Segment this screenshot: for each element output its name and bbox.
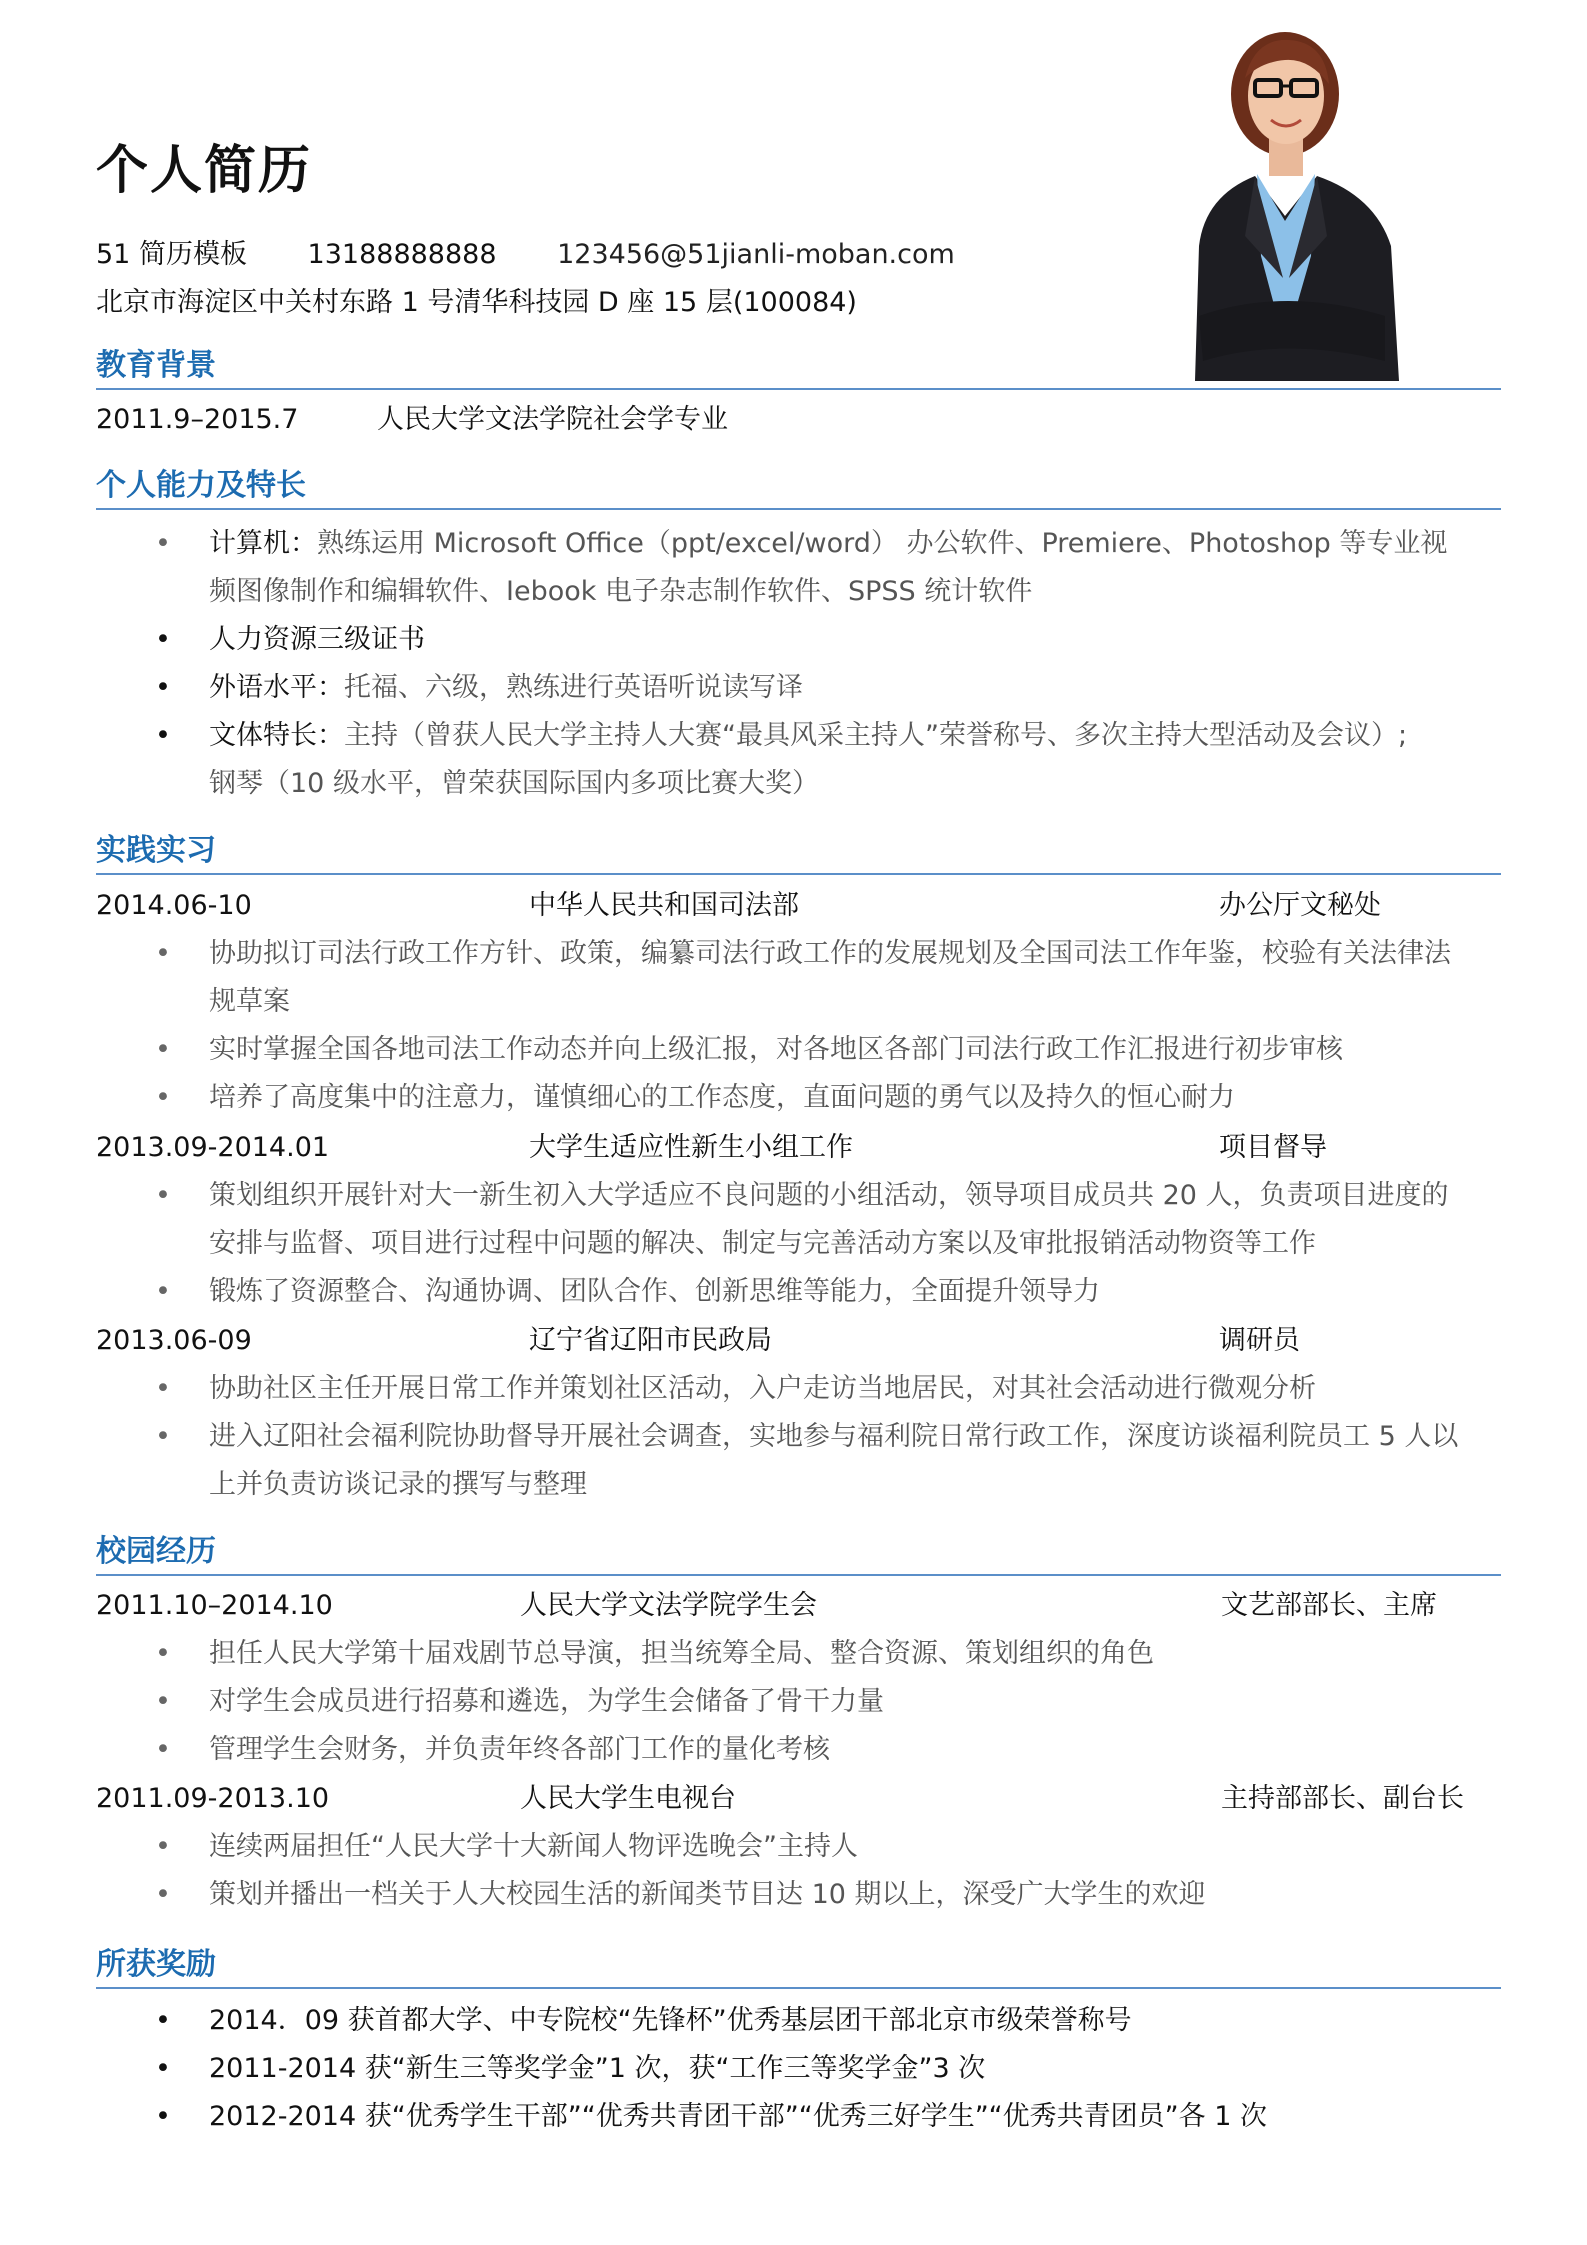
practice-entry-header xyxy=(96,884,1501,928)
section-campus xyxy=(96,1532,1501,1576)
skill-item: • 文体特长：主持（曾获人民大学主持人大赛“最具风采主持人”荣誉称号、多次主持大型活动及会议）; 钢琴（10 级水平，曾荣获国际国内多项比赛大奖） xyxy=(155,720,1408,799)
entry-period: 2014.06-10 xyxy=(96,890,252,921)
skill-text-cont: 频图像制作和编辑软件、Iebook 电子杂志制作软件、SPSS 统计软件 xyxy=(209,576,1033,607)
bullet-text: 协助社区主任开展日常工作并策划社区活动，入户走访当地居民，对其社会活动进行微观分析 xyxy=(209,1373,1316,1404)
skill-text: 主持（曾获人民大学主持人大赛“最具风采主持人”荣誉称号、多次主持大型活动及会议）; xyxy=(344,720,1408,751)
bullet-text-cont: 安排与监督、项目进行过程中问题的解决、制定与完善活动方案以及审批报销活动物资等工作 xyxy=(209,1228,1316,1259)
award-text: 2011-2014 获“新生三等奖学金”1 次，获“工作三等奖学金”3 次 xyxy=(209,2053,986,2084)
bullet-text-cont: 规草案 xyxy=(209,986,290,1017)
address: 北京市海淀区中关村东路 1 号清华科技园 D 座 15 层(100084) xyxy=(96,287,857,318)
skill-text: 托福、六级，熟练进行英语听说读写译 xyxy=(344,672,803,703)
entry-org: 辽宁省辽阳市民政局 xyxy=(529,1325,772,1356)
email-address: 123456@51jianli-moban.com xyxy=(557,239,955,270)
education-period: 2011.9–2015.7 xyxy=(96,404,299,435)
page-title: 个人简历 xyxy=(96,141,313,201)
entry-bullet: • 进入辽阳社会福利院协助督导开展社会调查，实地参与福利院日常行政工作，深度访谈福利院员工 5 人以 上并负责访谈记录的撰写与整理 xyxy=(155,1421,1459,1500)
section-practice xyxy=(96,831,1501,875)
bullet-text: 策划并播出一档关于人大校园生活的新闻类节目达 10 期以上，深受广大学生的欢迎 xyxy=(209,1879,1206,1910)
template-name: 51 简历模板 xyxy=(96,239,247,270)
bullet-text: 协助拟订司法行政工作方针、政策，编纂司法行政工作的发展规划及全国司法工作年鉴，校验有关法律法 xyxy=(209,938,1451,969)
bullet-text: 担任人民大学第十届戏剧节总导演，担当统筹全局、整合资源、策划组织的角色 xyxy=(209,1638,1154,1669)
entry-role: 项目督导 xyxy=(1219,1132,1327,1163)
skill-text-cont: 钢琴（10 级水平，曾荣获国际国内多项比赛大奖） xyxy=(209,768,819,799)
section-divider xyxy=(96,508,1501,510)
entry-period: 2011.09-2013.10 xyxy=(96,1783,330,1814)
skill-text: 熟练运用 Microsoft Office（ppt/excel/word） 办公软件、Premiere、Photoshop 等专业视 xyxy=(317,528,1448,559)
entry-period: 2013.06-09 xyxy=(96,1325,252,1356)
section-divider xyxy=(96,873,1501,875)
award-text: 2014．09 获首都大学、中专院校“先锋杯”优秀基层团干部北京市级荣誉称号 xyxy=(209,2005,1132,2036)
education-detail: 人民大学文法学院社会学专业 xyxy=(377,404,728,435)
entry-org: 人民大学生电视台 xyxy=(520,1783,736,1814)
bullet-text: 进入辽阳社会福利院协助督导开展社会调查，实地参与福利院日常行政工作，深度访谈福利院员工 5 人以 xyxy=(209,1421,1459,1452)
skill-label: 文体特长： xyxy=(209,720,344,751)
section-title-skills: 个人能力及特长 xyxy=(96,468,306,503)
profile-photo xyxy=(1185,16,1407,381)
practice-entry-header xyxy=(96,1319,1501,1363)
entry-org: 人民大学文法学院学生会 xyxy=(520,1590,817,1621)
entry-org: 大学生适应性新生小组工作 xyxy=(529,1132,853,1163)
section-title-education: 教育背景 xyxy=(96,348,216,383)
resume-page: 个人简历 51 简历模板 13188888888 123456@51jianli-moban.com 北京市海淀区中关村东路 1 号清华科技园 D 座 15 层(100084) 教育背景 2011.9–2015.7 人民大学文法学院社会学专业 个人能力及特长 • 计算机：熟练运用 Microsoft Office（ppt/excel/word） 办公软件、Premiere、Photoshop 等专业视 频图像制作和编辑软件、Iebook 电子杂志制作软件、SPSS 统计软件 • 人力资源三级证书 • 外语水平：托福、六级，熟练进行英语听说读写译 • 文体特长：主持（曾获人民大学主持人大赛“最具风采主持人”荣誉称号、多次主持大型活动及会议）; 钢琴（10 级水平，曾荣获国际国内多项比赛大奖） 实践实习 2014.06-10 中华人民共和国司法部 办公厅文秘处 • 协助拟订司法行政工作方针、政策，编纂司法行政工作的发展规划及全国司法工作年鉴，校验有关法律法 规草案 • 实时掌握全国各地司法工作动态并向上级汇报，对各地区各部门司法行政工作汇报进行初步审核 • 培养了高度集中的注意力，谨慎细心的工作态度，直面问题的勇气以及持久的恒心耐力 2013.09-2014.01 大学生适应性新生小组工作 项目督导 • 策划组织开展针对大一新生初入大学适应不良问题的小组活动，领导项目成员共 20 人，负责项目进度的 安排与监督、项目进行过程中问题的解决、制定与完善活动方案以及审批报销活动物资等工作 • 锻炼了资源整合、沟通协调、团队合作、创新思维等能力，全面提升领导力 2013.06-09 辽宁省辽阳市民政局 调研员 • 协助社区主任开展日常工作并策划社区活动，入户走访当地居民，对其社会活动进行微观分析 • 进入辽阳社会福利院协助督导开展社会调查，实地参与福利院日常行政工作，深度访谈福利院员工 5 人以 上并负责访谈记录的撰写与整理 校园经历 2011.10–2014.10 人民大学文法学院学生会 文艺部部长、主席 • 担任人民大学第十届戏剧节总导演，担当统筹全局、整合资源、策划组织的角色 • 对学生会成员进行招募和遴选，为学生会储备了骨干力量 • 管理学生会财务，并负责年终各部门工作的量化考核 2011.09-2013.10 人民大学生电视台 主持部部长、副台长 • 连续两届担任“人民大学十大新闻人物评选晚会”主持人 • 策划并播出一档关于人大校园生活的新闻类节目达 10 期以上，深受广大学生的欢迎 所获奖励 • 2014．09 获首都大学、中专院校“先锋杯”优秀基层团干部北京市级荣誉称号 • 2011-2014 获“新生三等奖学金”1 次，获“工作三等奖学金”3 次 • 2012-2014 获“优秀学生干部”“优秀共青团干部”“优秀三好学生”“优秀共青团员”各 1 次 xyxy=(0,0,1587,2245)
skill-label: 计算机： xyxy=(209,528,317,559)
bullet-text: 锻炼了资源整合、沟通协调、团队合作、创新思维等能力，全面提升领导力 xyxy=(209,1276,1100,1307)
section-awards xyxy=(96,1945,1501,1989)
bullet-text: 策划组织开展针对大一新生初入大学适应不良问题的小组活动，领导项目成员共 20 人，负责项目进度的 xyxy=(209,1180,1449,1211)
skill-item: • 计算机：熟练运用 Microsoft Office（ppt/excel/word） 办公软件、Premiere、Photoshop 等专业视 频图像制作和编辑软件、Iebook 电子杂志制作软件、SPSS 统计软件 xyxy=(155,528,1448,607)
section-divider xyxy=(96,1574,1501,1576)
entry-role: 主持部部长、副台长 xyxy=(1221,1783,1464,1814)
education-row xyxy=(96,398,1501,442)
contact-line xyxy=(96,232,955,271)
bullet-text: 实时掌握全国各地司法工作动态并向上级汇报，对各地区各部门司法行政工作汇报进行初步审核 xyxy=(209,1034,1343,1065)
entry-period: 2011.10–2014.10 xyxy=(96,1590,333,1621)
section-skills xyxy=(96,466,1501,510)
section-education xyxy=(96,346,1501,390)
bullet-text: 对学生会成员进行招募和遴选，为学生会储备了骨干力量 xyxy=(209,1686,884,1717)
entry-role: 调研员 xyxy=(1219,1325,1300,1356)
entry-bullet: • 策划组织开展针对大一新生初入大学适应不良问题的小组活动，领导项目成员共 20 人，负责项目进度的 安排与监督、项目进行过程中问题的解决、制定与完善活动方案以及审批报销活动物资等工作 xyxy=(155,1180,1449,1259)
skill-label: 人力资源三级证书 xyxy=(209,624,425,655)
bullet-text: 培养了高度集中的注意力，谨慎细心的工作态度，直面问题的勇气以及持久的恒心耐力 xyxy=(209,1082,1235,1113)
campus-entry-header xyxy=(96,1777,1501,1821)
bullet-text: 连续两届担任“人民大学十大新闻人物评选晚会”主持人 xyxy=(209,1831,858,1862)
entry-period: 2013.09-2014.01 xyxy=(96,1132,330,1163)
bullet-text-cont: 上并负责访谈记录的撰写与整理 xyxy=(209,1469,587,1500)
section-title-practice: 实践实习 xyxy=(96,833,216,868)
entry-org: 中华人民共和国司法部 xyxy=(529,890,799,921)
entry-bullet: • 协助拟订司法行政工作方针、政策，编纂司法行政工作的发展规划及全国司法工作年鉴，校验有关法律法 规草案 xyxy=(155,938,1451,1017)
bullet-text: 管理学生会财务，并负责年终各部门工作的量化考核 xyxy=(209,1734,830,1765)
entry-role: 文艺部部长、主席 xyxy=(1221,1590,1437,1621)
award-text: 2012-2014 获“优秀学生干部”“优秀共青团干部”“优秀三好学生”“优秀共青团员”各 1 次 xyxy=(209,2101,1267,2132)
section-divider xyxy=(96,388,1501,390)
section-title-awards: 所获奖励 xyxy=(96,1947,216,1982)
phone-number: 13188888888 xyxy=(307,239,497,270)
entry-role: 办公厅文秘处 xyxy=(1219,890,1381,921)
skill-label: 外语水平： xyxy=(209,672,344,703)
practice-entry-header xyxy=(96,1126,1501,1170)
section-divider xyxy=(96,1987,1501,1989)
campus-entry-header xyxy=(96,1584,1501,1628)
section-title-campus: 校园经历 xyxy=(96,1534,216,1569)
